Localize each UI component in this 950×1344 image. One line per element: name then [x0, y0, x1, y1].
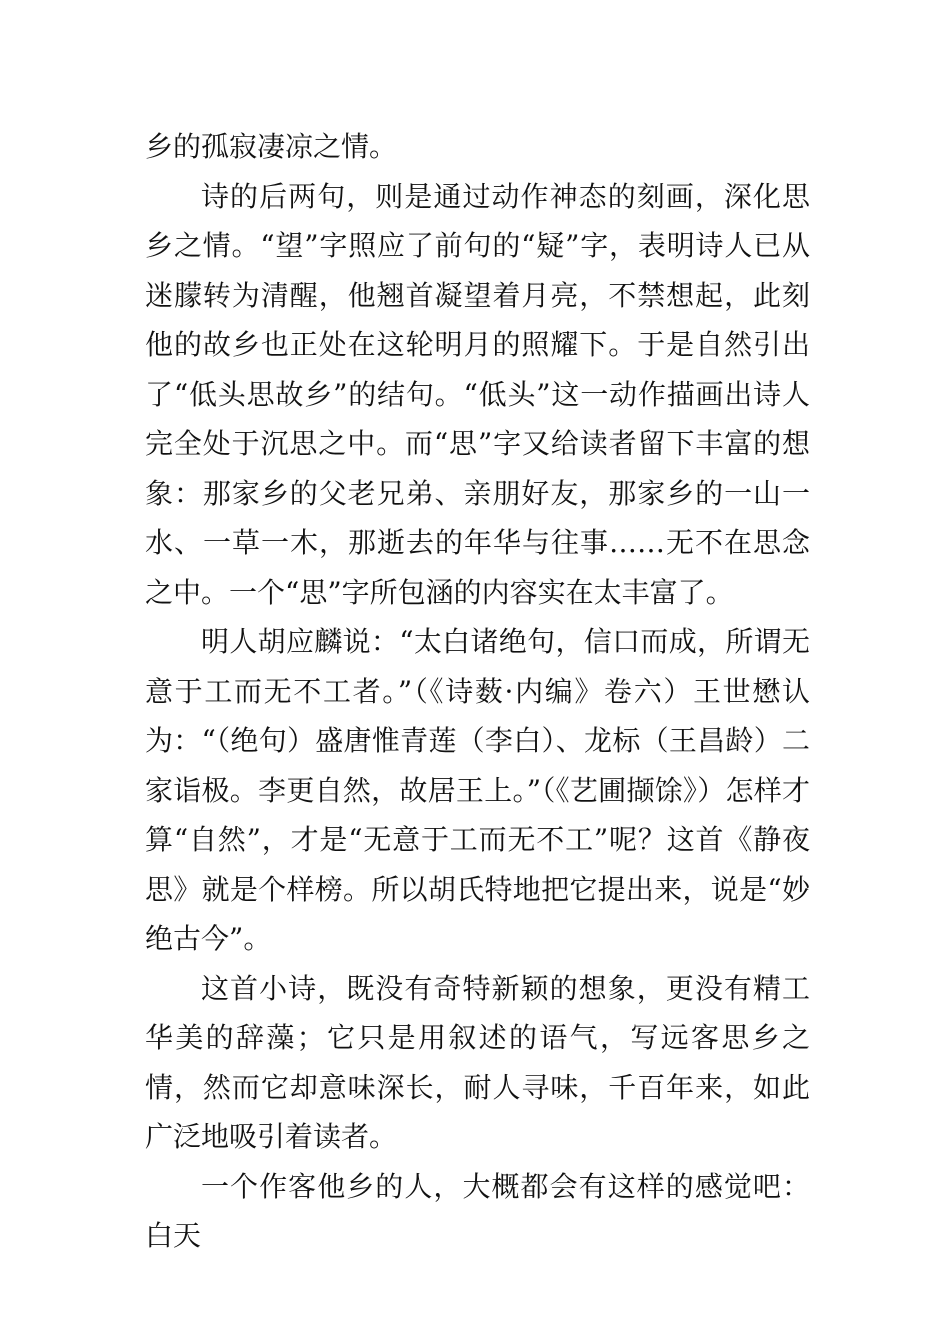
paragraph: 这首小诗，既没有奇特新颖的想象，更没有精工华美的辞藻；它只是用叙述的语气，写远客思乡之情，然而它却意味深长，耐人寻味，千百年来，如此广泛地吸引着读者。 — [145, 971, 810, 1153]
paragraph-continuation: 乡的孤寂凄凉之情。 — [145, 130, 398, 163]
paragraph: 一个作客他乡的人，大概都会有这样的感觉吧：白天 — [145, 1169, 810, 1252]
document-body — [145, 122, 810, 1261]
paragraph: 明人胡应麟说：“太白诸绝句，信口而成，所谓无意于工而无不工者。”（《诗薮·内编》卷六）王世懋认为：“（绝句）盛唐惟青莲（李白）、龙标（王昌龄）二家诣极。李更自然，故居王上。”（《艺圃撷馀》）怎样才算“自然”，才是“无意于工而无不工”呢？这首《静夜思》就是个样榜。所以胡氏特地把它提出来，说是“妙绝古今”。 — [145, 625, 810, 955]
paragraph: 诗的后两句，则是通过动作神态的刻画，深化思乡之情。“望”字照应了前句的“疑”字，表明诗人已从迷朦转为清醒，他翘首凝望着月亮，不禁想起，此刻他的故乡也正处在这轮明月的照耀下。于是自然引出了“低头思故乡”的结句。“低头”这一动作描画出诗人完全处于沉思之中。而“思”字又给读者留下丰富的想象：那家乡的父老兄弟、亲朋好友，那家乡的一山一水、一草一木，那逝去的年华与往事……无不在思念之中。一个“思”字所包涵的内容实在太丰富了。 — [145, 179, 810, 609]
